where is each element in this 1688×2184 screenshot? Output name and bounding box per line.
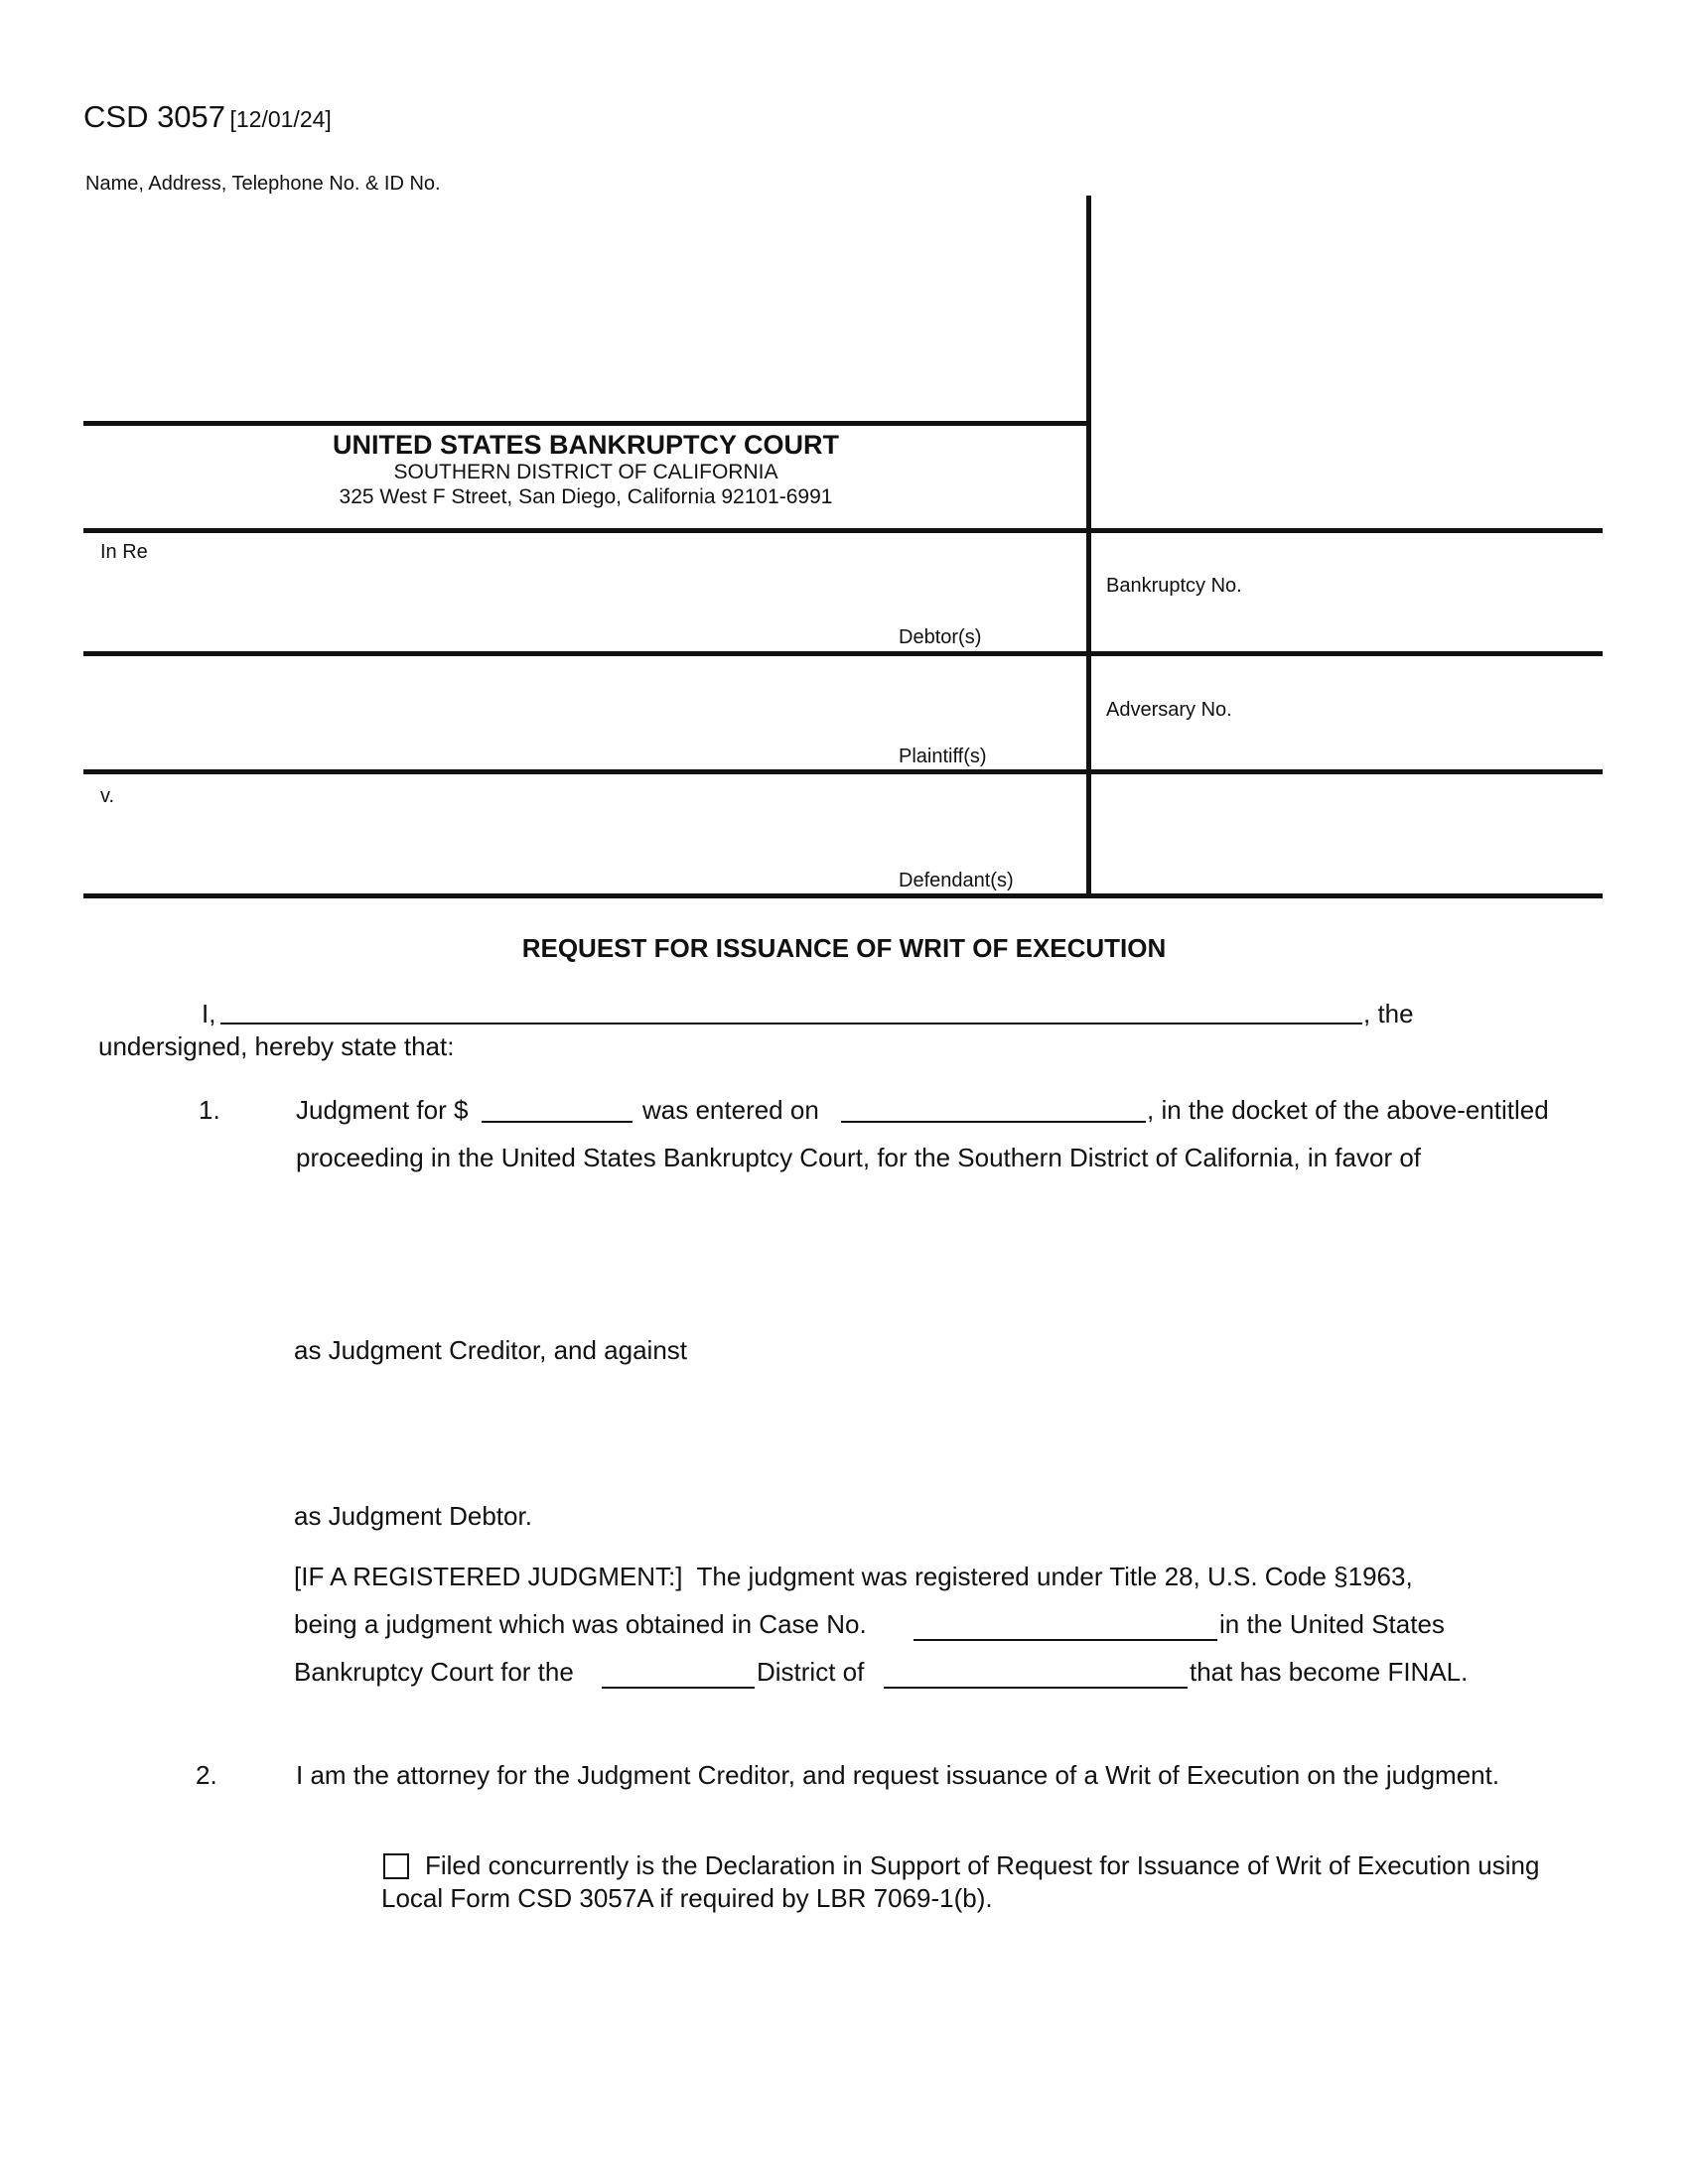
item1-judgment-creditor: as Judgment Creditor, and against — [294, 1335, 688, 1365]
case-no-line[interactable] — [914, 1639, 1217, 1641]
plaintiffs-label: Plaintiff(s) — [899, 746, 987, 767]
form-id — [83, 99, 332, 135]
debtors-label: Debtor(s) — [899, 626, 982, 648]
item1-line2: proceeding in the United States Bankruptcy Court, for the Southern District of California, in favor of — [296, 1143, 1422, 1172]
court-address: 325 West F Street, San Diego, California 92101-6991 — [339, 485, 833, 508]
district-direction-line[interactable] — [602, 1687, 755, 1689]
item1-registered-line3b: District of — [757, 1657, 865, 1687]
item1-registered-line2a: being a judgment which was obtained in Case No. — [294, 1609, 867, 1639]
document-title: REQUEST FOR ISSUANCE OF WRIT OF EXECUTION — [521, 933, 1167, 963]
item1-judgment-debtor: as Judgment Debtor. — [294, 1501, 532, 1531]
v-label: v. — [100, 785, 115, 807]
checkbox-label-line2: Local Form CSD 3057A if required by LBR 7069-1(b). — [381, 1883, 993, 1913]
judgment-debtor-field[interactable] — [296, 1380, 1587, 1494]
court-name: UNITED STATES BANKRUPTCY COURT — [332, 430, 839, 460]
court-district: SOUTHERN DISTRICT OF CALIFORNIA — [393, 461, 778, 483]
caption-vertical-divider — [1086, 196, 1091, 898]
plaintiff-name-field[interactable] — [99, 665, 874, 754]
judgment-amount-line[interactable] — [482, 1121, 633, 1123]
bankruptcy-no-label: Bankruptcy No. — [1106, 575, 1242, 597]
checkbox-label-line1: Filed concurrently is the Declaration in Support of Request for Issuance of Writ of Execution using — [425, 1850, 1540, 1880]
court-block — [288, 430, 884, 509]
defendant-rule — [83, 893, 1603, 898]
bankruptcy-no-field[interactable] — [1261, 566, 1589, 606]
intro-i: I, — [202, 999, 216, 1028]
declaration-checkbox[interactable] — [383, 1853, 409, 1879]
district-of-line[interactable] — [884, 1687, 1188, 1689]
intro-the: , the — [1363, 999, 1414, 1028]
item1-registered-line2b: in the United States — [1219, 1609, 1445, 1639]
adversary-no-field[interactable] — [1251, 690, 1589, 730]
in-re-label: In Re — [100, 541, 148, 563]
defendant-name-field[interactable] — [99, 804, 874, 879]
item1-registered-line1: [IF A REGISTERED JUDGMENT:] The judgment was registered under Title 28, U.S. Code §1963, — [294, 1562, 1413, 1591]
declarant-name-line[interactable] — [220, 1023, 1362, 1024]
debtor-rule — [83, 651, 1603, 656]
item1-was-entered-on: was entered on — [642, 1095, 819, 1125]
debtor-name-field[interactable] — [99, 571, 874, 640]
form-date: [12/01/24] — [229, 106, 332, 132]
judgment-creditor-field[interactable] — [296, 1186, 1587, 1325]
adversary-no-label: Adversary No. — [1106, 699, 1232, 721]
defendants-label: Defendant(s) — [899, 870, 1014, 891]
court-bottom-rule — [83, 528, 1603, 533]
item1-registered-line3c: that has become FINAL. — [1190, 1657, 1469, 1687]
item2-number: 2. — [196, 1760, 217, 1790]
court-top-rule — [83, 421, 1090, 426]
name-address-label: Name, Address, Telephone No. & ID No. — [85, 173, 441, 195]
item1-registered-line3a: Bankruptcy Court for the — [294, 1657, 574, 1687]
item2-text: I am the attorney for the Judgment Creditor, and request issuance of a Writ of Execution on the judgment. — [296, 1760, 1500, 1790]
attorney-info-field[interactable] — [83, 199, 1086, 417]
intro-line2: undersigned, hereby state that: — [98, 1031, 455, 1061]
plaintiff-rule — [83, 769, 1603, 774]
item1-number: 1. — [199, 1095, 220, 1125]
item1-judgment-for: Judgment for $ — [296, 1095, 469, 1125]
item1-in-the-docket: , in the docket of the above-entitled — [1147, 1095, 1549, 1125]
form-number: CSD 3057 — [83, 99, 226, 134]
judgment-date-line[interactable] — [841, 1121, 1146, 1123]
